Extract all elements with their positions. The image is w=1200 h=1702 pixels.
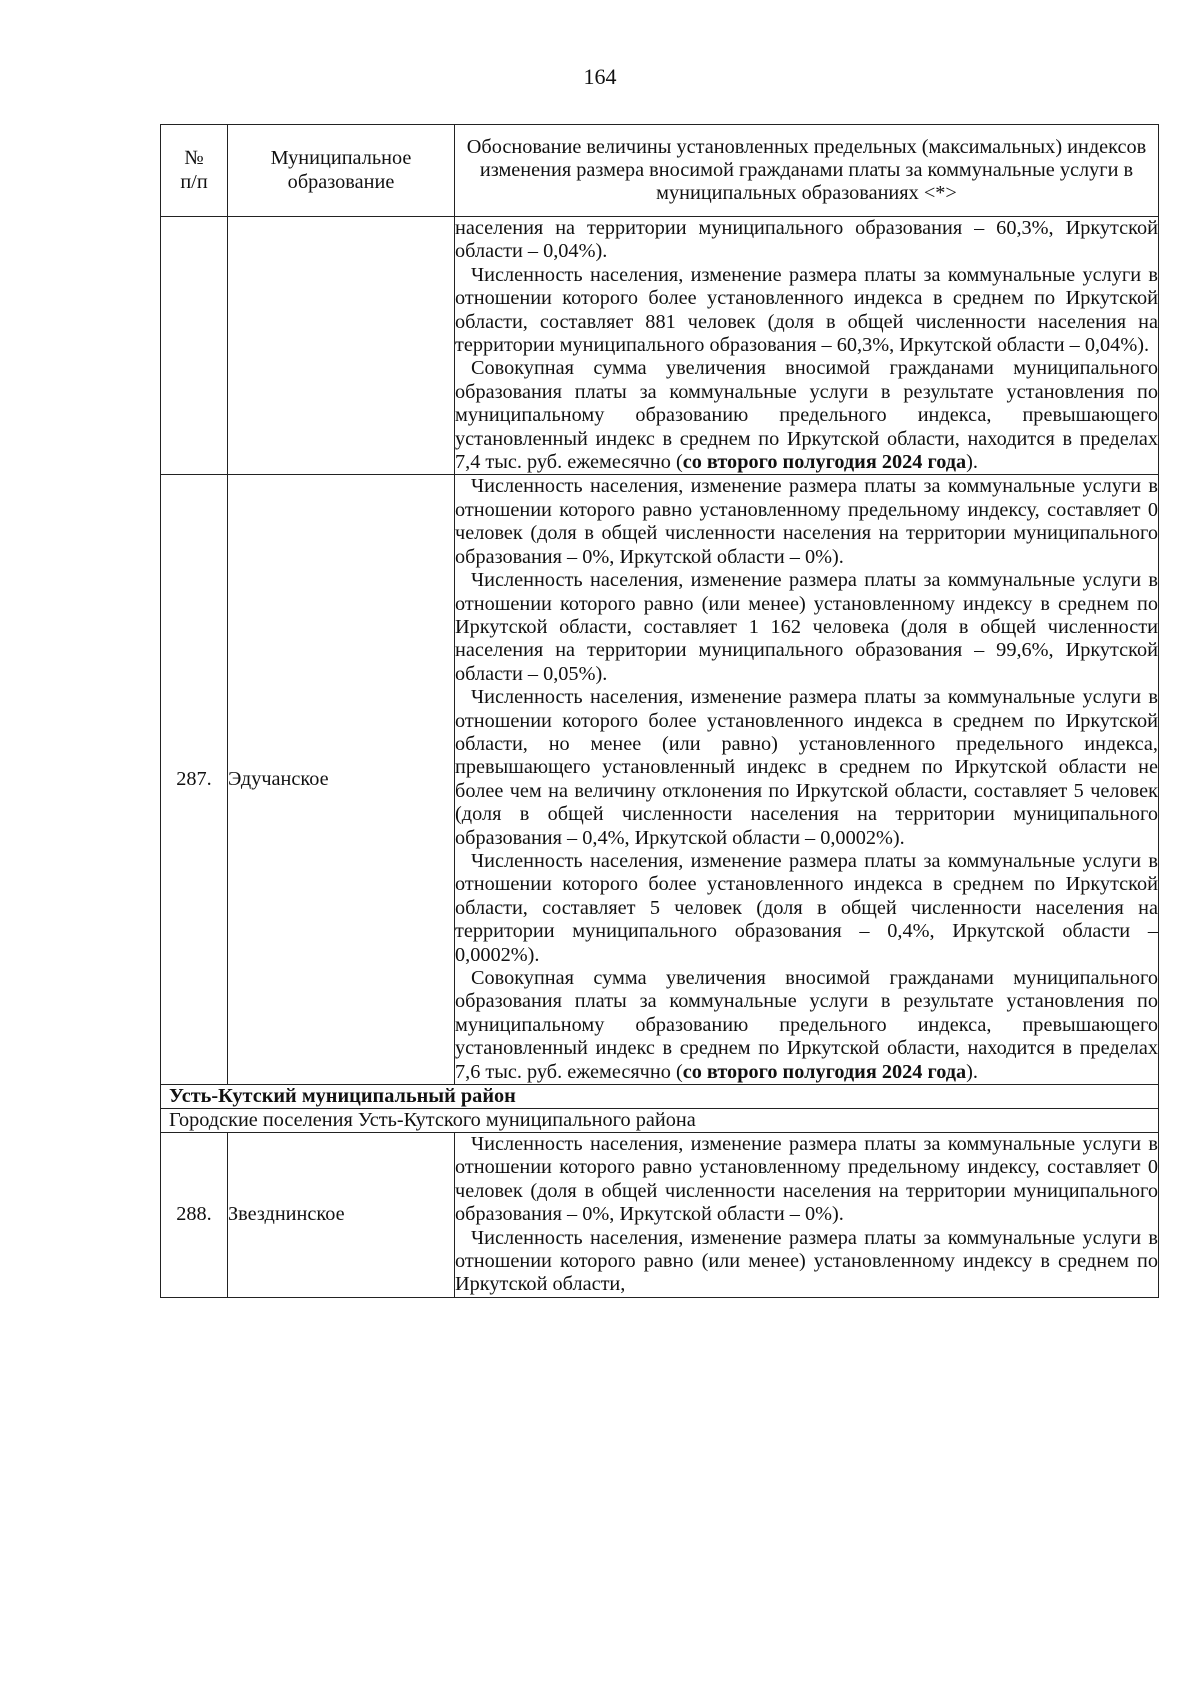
table-row: [161, 1133, 1159, 1298]
paragraph-text: Совокупная сумма увеличения вносимой гражданами муниципального образования платы за коммунальные услуги в результате установления по муниципальному образованию предельного индекса, превышающего установленный индекс в среднем по Иркутской области, находится в пределах 7,6 тыс. руб. ежемесячно (: [455, 967, 1158, 1083]
section-title: Усть-Кутский муниципальный район: [161, 1085, 1159, 1109]
paragraph-bold: со второго полугодия 2024 года: [682, 451, 967, 474]
justification-table: [160, 124, 1159, 1298]
paragraph: Численность населения, изменение размера платы за коммунальные услуги в отношении которого более установленного индекса в среднем по Иркутской области, составляет 5 человек (доля в общей численности населения на территории муниципального образования – 0,4%, Иркутской области – 0,0002%).: [455, 849, 1158, 966]
paragraph: Численность населения, изменение размера платы за коммунальные услуги в отношении которого равно установленному предельному индексу, составляет 0 человек (доля в общей численности населения на территории муниципального образования – 0%, Иркутской области – 0%).: [455, 1133, 1158, 1226]
header-number-line1: №: [184, 147, 204, 170]
paragraph-text: Совокупная сумма увеличения вносимой гражданами муниципального образования платы за коммунальные услуги в результате установления по муниципальному образованию предельного индекса, превышающего установленный индекс в среднем по Иркутской области, находится в пределах 7,4 тыс. руб. ежемесячно (: [455, 357, 1158, 474]
row-municipality: Эдучанское: [228, 475, 455, 1085]
paragraph-bold: со второго полугодия 2024 года: [682, 1060, 967, 1083]
row-text: [455, 217, 1159, 475]
row-number: 288.: [161, 1133, 228, 1298]
row-municipality: Звезднинское: [228, 1133, 455, 1298]
paragraph: Численность населения, изменение размера платы за коммунальные услуги в отношении которого равно установленному предельному индексу, составляет 0 человек (доля в общей численности населения на территории муниципального образования – 0%, Иркутской области – 0%).: [455, 475, 1158, 568]
header-municipality-line1: Муниципальное: [270, 147, 412, 170]
header-number: [161, 125, 228, 217]
row-municipality: [228, 217, 455, 475]
paragraph: Численность населения, изменение размера платы за коммунальные услуги в отношении которого более установленного индекса в среднем по Иркутской области, но менее (или равно) установленного предельного индекса, превышающего установленный индекс в среднем по Иркутской области не более чем на величину отклонения по Иркутской области, составляет 5 человек (доля в общей численности населения на территории муниципального образования – 0,4%, Иркутской области – 0,0002%).: [455, 686, 1158, 849]
paragraph: населения на территории муниципального образования – 60,3%, Иркутской области – 0,04%).: [455, 217, 1158, 263]
header-municipality-line2: образование: [287, 170, 395, 193]
paragraph: Численность населения, изменение размера платы за коммунальные услуги в отношении которого равно (или менее) установленному индексу в среднем по Иркутской области,: [455, 1226, 1158, 1296]
header-number-line2: п/п: [180, 170, 208, 193]
page-number: 164: [583, 64, 617, 89]
section-row: [161, 1085, 1159, 1109]
paragraph-tail: ).: [966, 1060, 978, 1083]
subsection-title: Городские поселения Усть-Кутского муниципального района: [161, 1109, 1159, 1133]
table-row: [161, 217, 1159, 475]
row-number: 287.: [161, 475, 228, 1085]
row-text: [455, 1133, 1159, 1298]
header-justification: Обоснование величины установленных предельных (максимальных) индексов изменения размера вносимой гражданами платы за коммунальные услуги в муниципальных образованиях <*>: [455, 125, 1159, 217]
paragraph: Численность населения, изменение размера платы за коммунальные услуги в отношении которого равно (или менее) установленному индексу в среднем по Иркутской области, составляет 1 162 человека (доля в общей численности населения на территории муниципального образования – 99,6%, Иркутской области – 0,05%).: [455, 569, 1158, 685]
subsection-row: [161, 1109, 1159, 1133]
table-row: [161, 475, 1159, 1085]
paragraph: Численность населения, изменение размера платы за коммунальные услуги в отношении которого более установленного индекса в среднем по Иркутской области, составляет 881 человек (доля в общей численности населения на территории муниципального образования – 60,3%, Иркутской области – 0,04%).: [455, 263, 1158, 357]
paragraph: [455, 357, 1158, 474]
row-number: [161, 217, 228, 475]
paragraph-tail: ).: [966, 451, 978, 474]
paragraph: [455, 967, 1158, 1084]
row-text: [455, 475, 1159, 1085]
header-municipality: [228, 125, 455, 217]
table-header-row: [161, 125, 1159, 217]
